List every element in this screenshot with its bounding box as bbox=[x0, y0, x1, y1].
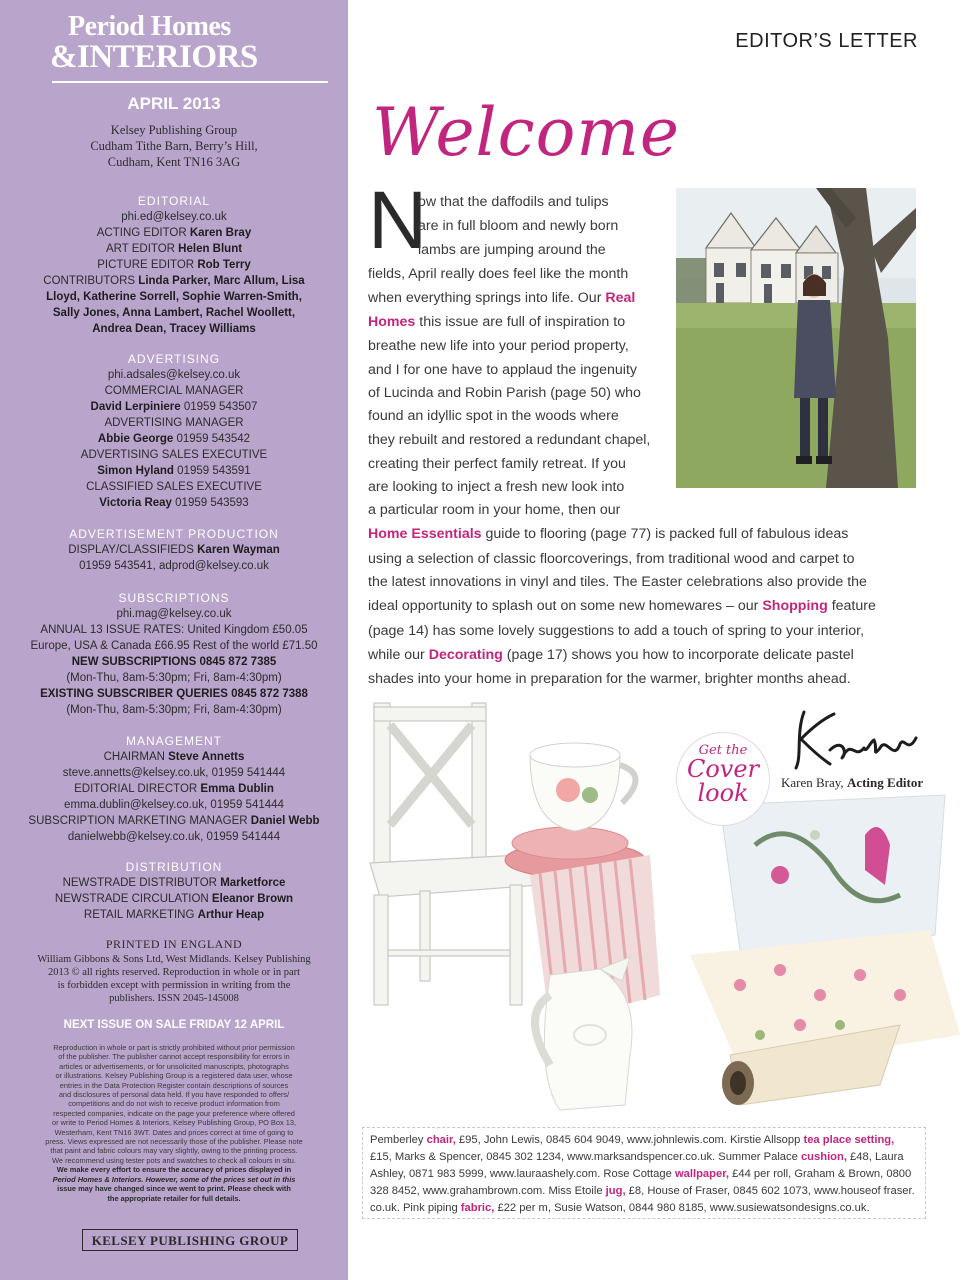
fabric-credit: fabric, bbox=[460, 1202, 495, 1214]
staff-line bbox=[10, 891, 338, 907]
smallprint-line: articles or advertisements, or for unsolicited manuscripts, photographs bbox=[59, 1061, 289, 1071]
home-essentials-link: Home Essentials bbox=[368, 526, 482, 542]
staff-line bbox=[10, 289, 338, 305]
credit-text: £22 per m, Susie Watson, 0844 980 8185, www.susiewatsondesigns.co.uk. bbox=[494, 1202, 870, 1214]
smallprint-line: that paint and fabric colours may vary slightly, owing to the printing process. bbox=[50, 1146, 298, 1156]
smallprint-line: and disclosures of personal data held. If you have responded to offers/ bbox=[58, 1090, 290, 1100]
role: CONTRIBUTORS bbox=[43, 275, 136, 287]
hours: (Mon-Thu, 8am-5:30pm; Fri, 8am-4:30pm) bbox=[66, 704, 282, 716]
rates: ANNUAL 13 ISSUE RATES: United Kingdom £50.05 bbox=[40, 624, 308, 636]
name: Steve Annetts bbox=[168, 751, 245, 763]
printed-line: William Gibbons & Sons Ltd, West Midlands. Kelsey Publishing bbox=[37, 954, 311, 965]
logo-line-1: Period Homes bbox=[68, 11, 231, 42]
role: ADVERTISING SALES EXECUTIVE bbox=[80, 449, 268, 461]
tea-setting-credit: tea place setting, bbox=[803, 1134, 895, 1146]
new-subs-phone: NEW SUBSCRIPTIONS 0845 872 7385 bbox=[71, 656, 277, 668]
section-heading: SUBSCRIPTIONS bbox=[118, 591, 230, 605]
staff-line bbox=[10, 241, 338, 257]
staff-line bbox=[10, 542, 338, 558]
contact: danielwebb@kelsey.co.uk, 01959 541444 bbox=[67, 831, 281, 843]
advertising-email: phi.adsales@kelsey.co.uk bbox=[107, 369, 241, 381]
contact: emma.dublin@kelsey.co.uk, 01959 541444 bbox=[64, 799, 284, 811]
section-heading: ADVERTISEMENT PRODUCTION bbox=[69, 527, 279, 541]
name: Daniel Webb bbox=[250, 815, 320, 827]
letter-line: and I for one have to applaud the ingenuity bbox=[368, 362, 637, 378]
role: ART EDITOR bbox=[105, 243, 175, 255]
letter-line: creating their perfect family retreat. If you bbox=[368, 456, 626, 472]
letter-line: they rebuilt and restored a redundant chapel, bbox=[368, 432, 651, 448]
printed-line: 2013 © all rights reserved. Reproduction in whole or in part bbox=[47, 967, 301, 978]
staff-line bbox=[10, 495, 338, 511]
smallprint-line: We recommend using tester pots and swatches to check all colours in situ. bbox=[52, 1155, 296, 1165]
smallprint-line: press. Views expressed are not necessarily those of the publisher. Please note bbox=[45, 1137, 303, 1147]
letter-line bbox=[368, 645, 854, 665]
credit-text: £15, Marks & Spencer, 0845 302 1234, www.marksandspencer.co.uk. Summer Palace bbox=[370, 1151, 801, 1163]
name: David Lerpiniere bbox=[90, 401, 181, 413]
editor-name: Karen Bray, bbox=[781, 775, 844, 790]
name: Lloyd, Katherine Sorrell, Sophie Warren-Smith, bbox=[46, 291, 302, 303]
staff-line bbox=[10, 813, 338, 829]
new-subscriptions bbox=[10, 654, 338, 670]
letter-line: (page 14) has some lovely suggestions to add a touch of spring to your interior, bbox=[368, 623, 865, 639]
next-issue-date: NEXT ISSUE ON SALE FRIDAY 12 APRIL bbox=[63, 1019, 285, 1031]
letter-line bbox=[368, 288, 635, 308]
editorial-section bbox=[10, 193, 338, 337]
name: Karen Bray bbox=[189, 227, 252, 239]
letter-text: feature bbox=[831, 598, 876, 614]
name: Helen Blunt bbox=[178, 243, 243, 255]
masthead-sidebar bbox=[0, 0, 348, 1280]
role: COMMERCIAL MANAGER bbox=[104, 385, 244, 397]
role: CLASSIFIED SALES EXECUTIVE bbox=[86, 481, 262, 493]
smallprint-line: Reproduction in whole or part is strictly prohibited without prior permission bbox=[53, 1043, 295, 1052]
name: Abbie George bbox=[97, 433, 174, 445]
role: ACTING EDITOR bbox=[96, 227, 187, 239]
editor-name-caption bbox=[781, 775, 923, 791]
letter-line bbox=[368, 524, 848, 544]
badge-line: look bbox=[697, 779, 749, 807]
staff-line bbox=[10, 399, 338, 415]
staff-line bbox=[10, 907, 338, 923]
printed-heading: PRINTED IN ENGLAND bbox=[105, 937, 243, 951]
letter-line: the latest innovations in vinyl and tiles. The Easter celebrations also provide the bbox=[368, 574, 867, 590]
role: ADVERTISING MANAGER bbox=[104, 417, 244, 429]
letter-text: while our bbox=[368, 647, 425, 663]
phone: 01959 543593 bbox=[175, 497, 249, 509]
smallprint-bold-line: issue may have changed since we went to print. Please check with bbox=[57, 1184, 291, 1194]
contact: steve.annetts@kelsey.co.uk, 01959 541444 bbox=[62, 767, 286, 779]
section-label: EDITOR’S LETTER bbox=[735, 30, 918, 52]
subscriptions-email: phi.mag@kelsey.co.uk bbox=[116, 608, 232, 620]
letter-line bbox=[368, 596, 876, 616]
letter-line: ow that the daffodils and tulips bbox=[418, 194, 609, 210]
name: Rob Terry bbox=[197, 259, 251, 271]
name: Andrea Dean, Tracey Williams bbox=[92, 323, 256, 335]
smallprint-line: Westerham, Kent TN16 3WT. Dates and prices correct at time of going to bbox=[54, 1127, 294, 1137]
credit-text: £44 per roll, Graham & Brown, 0800 328 8452, www.grahambrown.com. Miss Etoile bbox=[370, 1168, 912, 1197]
staff-line bbox=[10, 431, 338, 447]
logo-underline bbox=[52, 81, 328, 83]
letter-text: this issue are full of inspiration to bbox=[419, 314, 626, 330]
letter-text: when everything springs into life. Our bbox=[368, 290, 602, 306]
letter-text: guide to flooring (page 77) is packed full of fabulous ideas bbox=[485, 526, 849, 542]
smallprint-line: of the publisher. The publisher cannot accept responsibility for errors in bbox=[58, 1052, 290, 1062]
editorial-email: phi.ed@kelsey.co.uk bbox=[121, 211, 227, 223]
name: Linda Parker, Marc Allum, Lisa bbox=[138, 275, 305, 287]
smallprint-line: or write to Period Homes & Interiors, Kelsey Publishing Group, PO Box 13, bbox=[52, 1118, 296, 1128]
ad-production-section bbox=[10, 526, 338, 574]
product-credits bbox=[362, 1127, 926, 1219]
staff-line bbox=[10, 273, 338, 289]
letter-text: (page 17) shows you how to incorporate delicate pastel bbox=[506, 647, 854, 663]
staff-line bbox=[10, 321, 338, 337]
wallpaper-illustration bbox=[690, 930, 960, 1105]
smallprint-bold-line: We make every effort to ensure the accuracy of prices displayed in bbox=[56, 1165, 292, 1175]
staff-line bbox=[10, 257, 338, 273]
logo-line-2: &INTERIORS bbox=[50, 39, 258, 75]
tea-setting-illustration bbox=[505, 743, 645, 878]
role: RETAIL MARKETING bbox=[83, 909, 195, 921]
welcome-heading: Welcome bbox=[372, 94, 680, 171]
jug-credit: jug, bbox=[605, 1185, 626, 1197]
management-section bbox=[10, 733, 338, 845]
printed-info bbox=[16, 938, 332, 1005]
badge-line: Get the bbox=[698, 743, 748, 758]
letter-line: fields, April really does feel like the month bbox=[368, 266, 629, 282]
real-homes-link: Homes bbox=[368, 314, 416, 330]
credit-text: £8, House of Fraser, 0845 602 1073, www.houseof fraser. co.uk. Pink piping bbox=[370, 1185, 915, 1214]
letter-line bbox=[368, 312, 625, 332]
letter-line: lambs are jumping around the bbox=[418, 242, 606, 258]
get-the-cover-look-badge bbox=[677, 733, 769, 825]
letter-line: breathe new life into your period property, bbox=[368, 338, 629, 354]
staff-line bbox=[10, 781, 338, 797]
name: Eleanor Brown bbox=[211, 893, 294, 905]
legal-smallprint bbox=[24, 1043, 324, 1203]
staff-line bbox=[10, 749, 338, 765]
editor-title: Acting Editor bbox=[846, 775, 924, 790]
address-line: Kelsey Publishing Group bbox=[110, 123, 238, 137]
staff-line bbox=[10, 463, 338, 479]
rates: Europe, USA & Canada £66.95 Rest of the world £71.50 bbox=[30, 640, 318, 652]
issue-date: APRIL 2013 bbox=[127, 94, 221, 113]
subscriptions-section bbox=[10, 590, 338, 718]
smallprint-line: entries in the Data Protection Register contain descriptions of sources bbox=[59, 1080, 289, 1090]
role: CHAIRMAN bbox=[103, 751, 165, 763]
chair-credit: chair, bbox=[426, 1134, 456, 1146]
real-homes-link: Real bbox=[605, 290, 636, 306]
smallprint-line: or illustrations. Kelsey Publishing Group is a registered data user, whose bbox=[55, 1071, 293, 1081]
name: Simon Hyland bbox=[97, 465, 174, 477]
section-heading: MANAGEMENT bbox=[125, 734, 222, 748]
role: NEWSTRADE CIRCULATION bbox=[54, 893, 209, 905]
letter-line: found an idyllic spot in the woods where bbox=[368, 408, 619, 424]
role: NEWSTRADE DISTRIBUTOR bbox=[62, 877, 217, 889]
letter-text: ideal opportunity to splash out on some new homewares – our bbox=[368, 598, 759, 614]
credit-text: £95, John Lewis, 0845 604 9049, www.johnlewis.com. Kirstie Allsopp bbox=[455, 1134, 804, 1146]
decorating-link: Decorating bbox=[428, 647, 503, 663]
role: DISPLAY/CLASSIFIEDS bbox=[68, 544, 194, 556]
name: Victoria Reay bbox=[99, 497, 172, 509]
address-line: Cudham, Kent TN16 3AG bbox=[107, 155, 241, 169]
drop-cap: N bbox=[368, 175, 428, 266]
credit-text: £48, Laura Ashley, 0871 983 5999, www.lauraashely.com. Rose Cottage bbox=[370, 1151, 904, 1180]
section-heading: DISTRIBUTION bbox=[125, 860, 223, 874]
phone: 01959 543591 bbox=[177, 465, 251, 477]
advertising-section bbox=[10, 351, 338, 511]
role: EDITORIAL DIRECTOR bbox=[74, 783, 198, 795]
name: Marketforce bbox=[220, 877, 286, 889]
letter-line: are in full bloom and newly born bbox=[418, 218, 619, 234]
phone: 01959 543542 bbox=[176, 433, 251, 445]
letter-line: using a selection of classic floorcoverings, from traditional wood and carpet to bbox=[368, 551, 855, 567]
kelsey-logo: KELSEY PUBLISHING GROUP bbox=[82, 1229, 298, 1251]
smallprint-bold-line: Period Homes & Interiors. However, some of the prices set out in this bbox=[52, 1174, 296, 1184]
smallprint-bold-line: the appropriate retailer for full details. bbox=[107, 1193, 241, 1203]
role: SUBSCRIPTION MARKETING MANAGER bbox=[28, 815, 248, 827]
letter-line: shades into your home in preparation for the warmer, brighter months ahead. bbox=[368, 671, 851, 687]
address-line: Cudham Tithe Barn, Berry’s Hill, bbox=[90, 139, 258, 153]
printed-line: publishers. ISSN 2045-145008 bbox=[109, 993, 239, 1004]
letter-line: of Lucinda and Robin Parish (page 50) who bbox=[368, 385, 641, 401]
smallprint-line: competitions and do not wish to receive product information from bbox=[68, 1099, 280, 1109]
wallpaper-credit: wallpaper, bbox=[674, 1168, 730, 1180]
letter-line: a particular room in your home, then our bbox=[368, 502, 621, 518]
cushion-illustration bbox=[720, 795, 945, 950]
name: Karen Wayman bbox=[197, 544, 280, 556]
editor-photo bbox=[676, 188, 916, 488]
staff-line bbox=[10, 225, 338, 241]
name: Arthur Heap bbox=[197, 909, 265, 921]
distribution-section bbox=[10, 859, 338, 923]
contact: 01959 543541, adprod@kelsey.co.uk bbox=[79, 560, 269, 572]
section-heading: ADVERTISING bbox=[127, 352, 221, 366]
name: Emma Dublin bbox=[200, 783, 274, 795]
staff-line bbox=[10, 875, 338, 891]
phone: 01959 543507 bbox=[183, 401, 258, 413]
credit-text: Pemberley bbox=[370, 1134, 427, 1146]
section-heading: EDITORIAL bbox=[137, 194, 211, 208]
existing-subscribers bbox=[10, 686, 338, 702]
publisher-address bbox=[20, 122, 328, 170]
staff-line bbox=[10, 305, 338, 321]
editor-signature bbox=[790, 708, 920, 770]
name: Sally Jones, Anna Lambert, Rachel Woollett, bbox=[52, 307, 296, 319]
role: PICTURE EDITOR bbox=[97, 259, 195, 271]
letter-line: are looking to inject a fresh new look into bbox=[368, 479, 625, 495]
cushion-credit: cushion, bbox=[800, 1151, 847, 1163]
smallprint-line: respected companies, indicate on the page your preference where offered bbox=[53, 1108, 295, 1118]
badge-line: Cover bbox=[686, 755, 760, 783]
hours: (Mon-Thu, 8am-5:30pm; Fri, 8am-4:30pm) bbox=[66, 672, 282, 684]
printed-line: is forbidden except with permission in writing from the bbox=[57, 980, 291, 991]
existing-phone: EXISTING SUBSCRIBER QUERIES 0845 872 7388 bbox=[40, 688, 308, 700]
shopping-link: Shopping bbox=[762, 598, 828, 614]
